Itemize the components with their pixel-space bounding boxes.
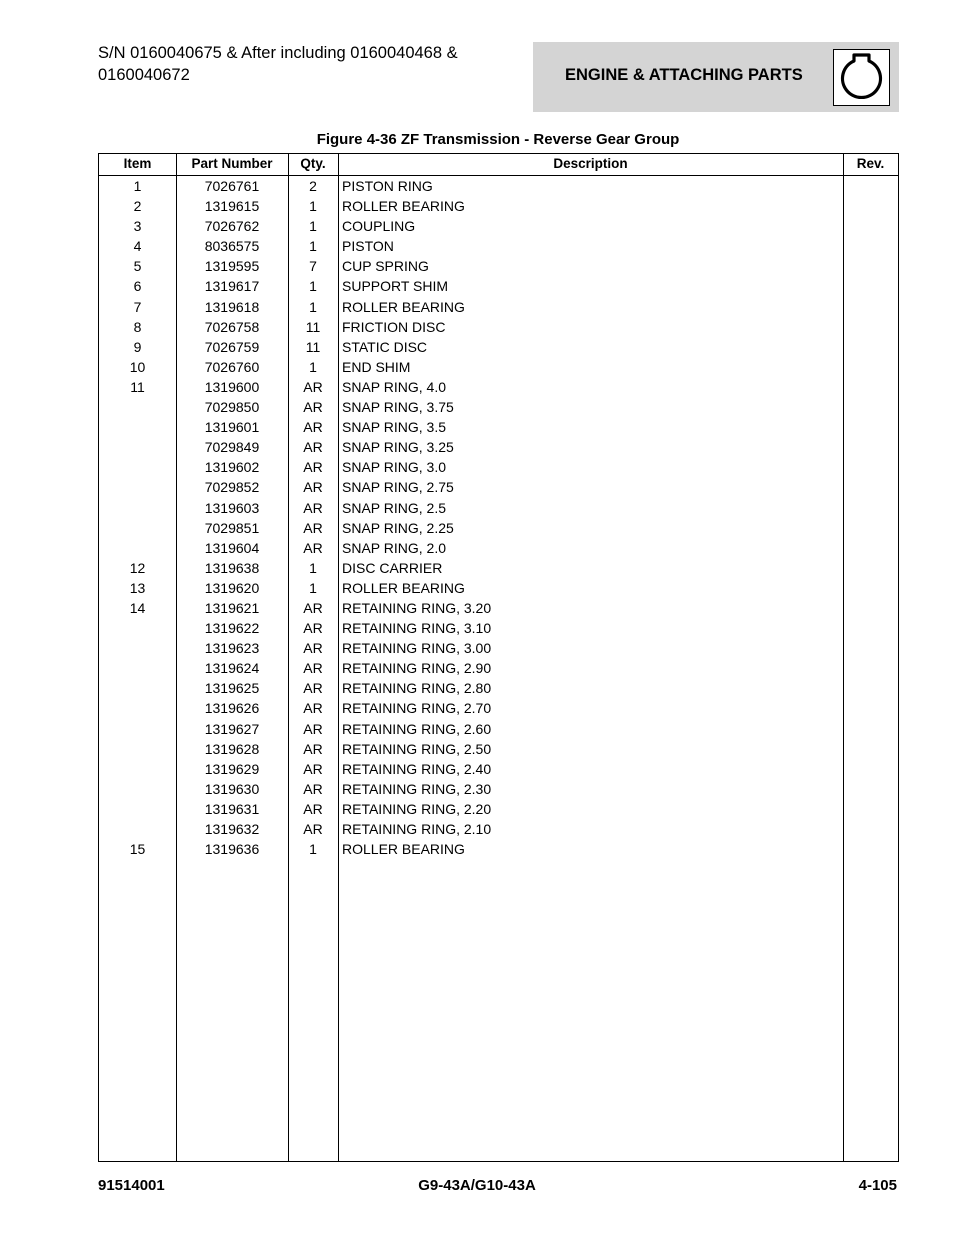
row-description: ROLLER BEARING: [342, 579, 465, 596]
engine-icon: [833, 49, 890, 106]
row-part-number: 1319627: [204, 720, 260, 737]
table-row: [99, 416, 898, 436]
row-part-number: 1319626: [204, 700, 260, 717]
header-rev: Rev.: [856, 156, 885, 171]
row-item: 9: [133, 338, 142, 355]
row-part-number: 1319601: [204, 419, 260, 436]
table-row: [99, 778, 898, 798]
row-description: RETAINING RING, 2.20: [342, 800, 492, 817]
table-row: [99, 275, 898, 295]
row-description: ROLLER BEARING: [342, 298, 465, 315]
table-row: [99, 738, 898, 758]
row-qty: AR: [303, 419, 323, 436]
row-part-number: 7029851: [204, 519, 260, 536]
row-part-number: 7026758: [204, 318, 260, 335]
row-qty: 1: [309, 198, 317, 215]
table-row: [99, 396, 898, 416]
row-part-number: 7026761: [204, 178, 260, 194]
row-part-number: 1319630: [204, 780, 260, 797]
row-part-number: 1319625: [204, 680, 260, 697]
row-part-number: 7029849: [204, 439, 260, 456]
row-qty: AR: [303, 599, 323, 616]
row-description: COUPLING: [342, 218, 416, 235]
row-item: 8: [133, 318, 142, 335]
table-row: [99, 718, 898, 738]
row-qty: AR: [303, 720, 323, 737]
table-row: [99, 557, 898, 577]
row-item: 14: [129, 599, 146, 616]
row-description: STATIC DISC: [342, 338, 428, 355]
row-item: 13: [129, 579, 146, 596]
row-description: SNAP RING, 3.25: [342, 439, 454, 456]
row-qty: 11: [305, 338, 321, 355]
table-row: [99, 476, 898, 496]
row-qty: AR: [303, 760, 323, 777]
row-description: RETAINING RING, 2.40: [342, 760, 492, 777]
table-row: [99, 456, 898, 476]
serial-line-1: S/N 0160040675 & After including 0160040468 &: [98, 44, 458, 62]
row-description: RETAINING RING, 2.50: [342, 740, 492, 757]
row-part-number: 7029852: [204, 479, 260, 496]
row-part-number: 1319629: [204, 760, 260, 777]
figure-title: Figure 4-36 ZF Transmission - Reverse Gear Group: [316, 131, 680, 148]
row-qty: 1: [309, 278, 317, 295]
row-qty: AR: [303, 459, 323, 476]
table-row: [99, 235, 898, 255]
row-description: SNAP RING, 2.75: [342, 479, 454, 496]
row-qty: 1: [309, 238, 317, 255]
row-item: 15: [129, 841, 146, 858]
row-description: DISC CARRIER: [342, 559, 443, 576]
row-part-number: 1319631: [204, 800, 260, 817]
row-description: SNAP RING, 3.5: [342, 419, 447, 436]
row-part-number: 1319620: [204, 579, 260, 596]
row-description: RETAINING RING, 2.70: [342, 700, 492, 717]
row-description: RETAINING RING, 2.80: [342, 680, 492, 697]
row-item: 4: [133, 238, 142, 255]
model-number: G9-43A/G10-43A: [418, 1177, 536, 1194]
serial-line-2: 0160040672: [98, 66, 190, 84]
row-description: FRICTION DISC: [342, 318, 446, 335]
row-part-number: 1319602: [204, 459, 260, 476]
row-part-number: 1319621: [204, 599, 260, 616]
row-qty: 1: [309, 298, 317, 315]
table-row: [99, 215, 898, 235]
row-description: RETAINING RING, 3.00: [342, 640, 492, 657]
row-qty: 11: [305, 318, 321, 335]
row-qty: AR: [303, 399, 323, 416]
row-description: RETAINING RING, 2.30: [342, 780, 492, 797]
row-part-number: 1319622: [204, 620, 260, 637]
parts-table: [98, 153, 899, 1162]
row-part-number: 1319615: [204, 198, 260, 215]
row-qty: 1: [309, 218, 317, 235]
row-qty: AR: [303, 620, 323, 637]
row-description: CUP SPRING: [342, 258, 429, 275]
row-qty: AR: [303, 660, 323, 677]
table-row: [99, 517, 898, 537]
row-part-number: 1319636: [204, 841, 260, 858]
row-description: SNAP RING, 2.5: [342, 499, 447, 516]
table-header: [99, 154, 898, 176]
row-description: SNAP RING, 3.0: [342, 459, 447, 476]
row-part-number: 1319632: [204, 821, 260, 837]
row-item: 12: [129, 559, 146, 576]
table-row: [99, 657, 898, 677]
row-item: 2: [133, 198, 142, 215]
header-description: Description: [553, 156, 628, 171]
row-qty: 1: [309, 579, 317, 596]
header-item: Item: [123, 156, 152, 171]
table-row: [99, 597, 898, 617]
row-description: SNAP RING, 2.25: [342, 519, 454, 536]
table-row: [99, 497, 898, 517]
row-qty: 1: [309, 358, 317, 375]
table-body: [99, 175, 898, 858]
row-qty: AR: [303, 378, 323, 395]
table-row: [99, 798, 898, 818]
row-part-number: 1319604: [204, 539, 260, 556]
row-description: PISTON RING: [342, 178, 433, 194]
row-part-number: 1319638: [204, 559, 260, 576]
row-description: ROLLER BEARING: [342, 841, 465, 858]
row-description: SNAP RING, 4.0: [342, 378, 447, 395]
row-qty: 7: [309, 258, 317, 275]
row-item: 3: [133, 218, 142, 235]
table-row: [99, 336, 898, 356]
row-description: SUPPORT SHIM: [342, 278, 449, 295]
serial-number-note: [98, 42, 518, 86]
row-part-number: 1319628: [204, 740, 260, 757]
row-description: SNAP RING, 2.0: [342, 539, 447, 556]
row-qty: AR: [303, 780, 323, 797]
row-part-number: 8036575: [204, 238, 260, 255]
row-description: PISTON: [342, 238, 394, 255]
table-row: [99, 617, 898, 637]
row-part-number: 1319624: [204, 660, 260, 677]
row-qty: AR: [303, 640, 323, 657]
section-header: [533, 42, 899, 112]
row-part-number: 1319595: [204, 258, 260, 275]
row-item: 11: [130, 378, 145, 395]
table-row: [99, 376, 898, 396]
row-qty: AR: [303, 439, 323, 456]
table-row: [99, 677, 898, 697]
row-part-number: 1319603: [204, 499, 260, 516]
row-part-number: 1319600: [204, 378, 260, 395]
row-qty: AR: [303, 539, 323, 556]
row-qty: AR: [303, 519, 323, 536]
row-part-number: 7029850: [204, 399, 260, 416]
table-row: [99, 436, 898, 456]
row-qty: AR: [303, 479, 323, 496]
row-qty: AR: [303, 821, 323, 837]
row-part-number: 7026762: [204, 218, 260, 235]
table-row: [99, 537, 898, 557]
table-row: [99, 818, 898, 838]
row-item: 1: [133, 178, 142, 194]
table-row: [99, 577, 898, 597]
page-number: 4-105: [858, 1177, 897, 1194]
header-qty: Qty.: [300, 156, 326, 171]
row-description: END SHIM: [342, 358, 411, 375]
table-row: [99, 356, 898, 376]
table-row: [99, 255, 898, 275]
row-qty: AR: [303, 499, 323, 516]
table-row: [99, 758, 898, 778]
row-part-number: 1319623: [204, 640, 260, 657]
table-row: [99, 316, 898, 336]
row-qty: 1: [309, 559, 317, 576]
table-row: [99, 637, 898, 657]
table-row: [99, 838, 898, 858]
row-description: RETAINING RING, 2.10: [342, 821, 492, 837]
row-description: RETAINING RING, 2.90: [342, 660, 492, 677]
row-description: SNAP RING, 3.75: [342, 399, 454, 416]
row-part-number: 7026760: [204, 358, 260, 375]
row-part-number: 1319618: [204, 298, 260, 315]
row-description: RETAINING RING, 3.10: [342, 620, 492, 637]
row-qty: AR: [303, 680, 323, 697]
row-description: RETAINING RING, 3.20: [342, 599, 492, 616]
row-qty: 1: [309, 841, 317, 858]
row-part-number: 1319617: [204, 278, 260, 295]
table-row: [99, 175, 898, 195]
section-title: ENGINE & ATTACHING PARTS: [565, 66, 803, 84]
row-description: ROLLER BEARING: [342, 198, 465, 215]
row-item: 6: [133, 278, 142, 295]
doc-number: 91514001: [98, 1177, 165, 1194]
row-part-number: 7026759: [204, 338, 260, 355]
header-part-number: Part Number: [191, 156, 273, 171]
row-qty: 2: [309, 178, 317, 194]
table-row: [99, 697, 898, 717]
row-item: 10: [129, 358, 146, 375]
table-row: [99, 195, 898, 215]
row-qty: AR: [303, 740, 323, 757]
table-row: [99, 296, 898, 316]
row-qty: AR: [303, 700, 323, 717]
row-item: 5: [133, 258, 142, 275]
row-item: 7: [133, 298, 142, 315]
row-description: RETAINING RING, 2.60: [342, 720, 492, 737]
row-qty: AR: [303, 800, 323, 817]
